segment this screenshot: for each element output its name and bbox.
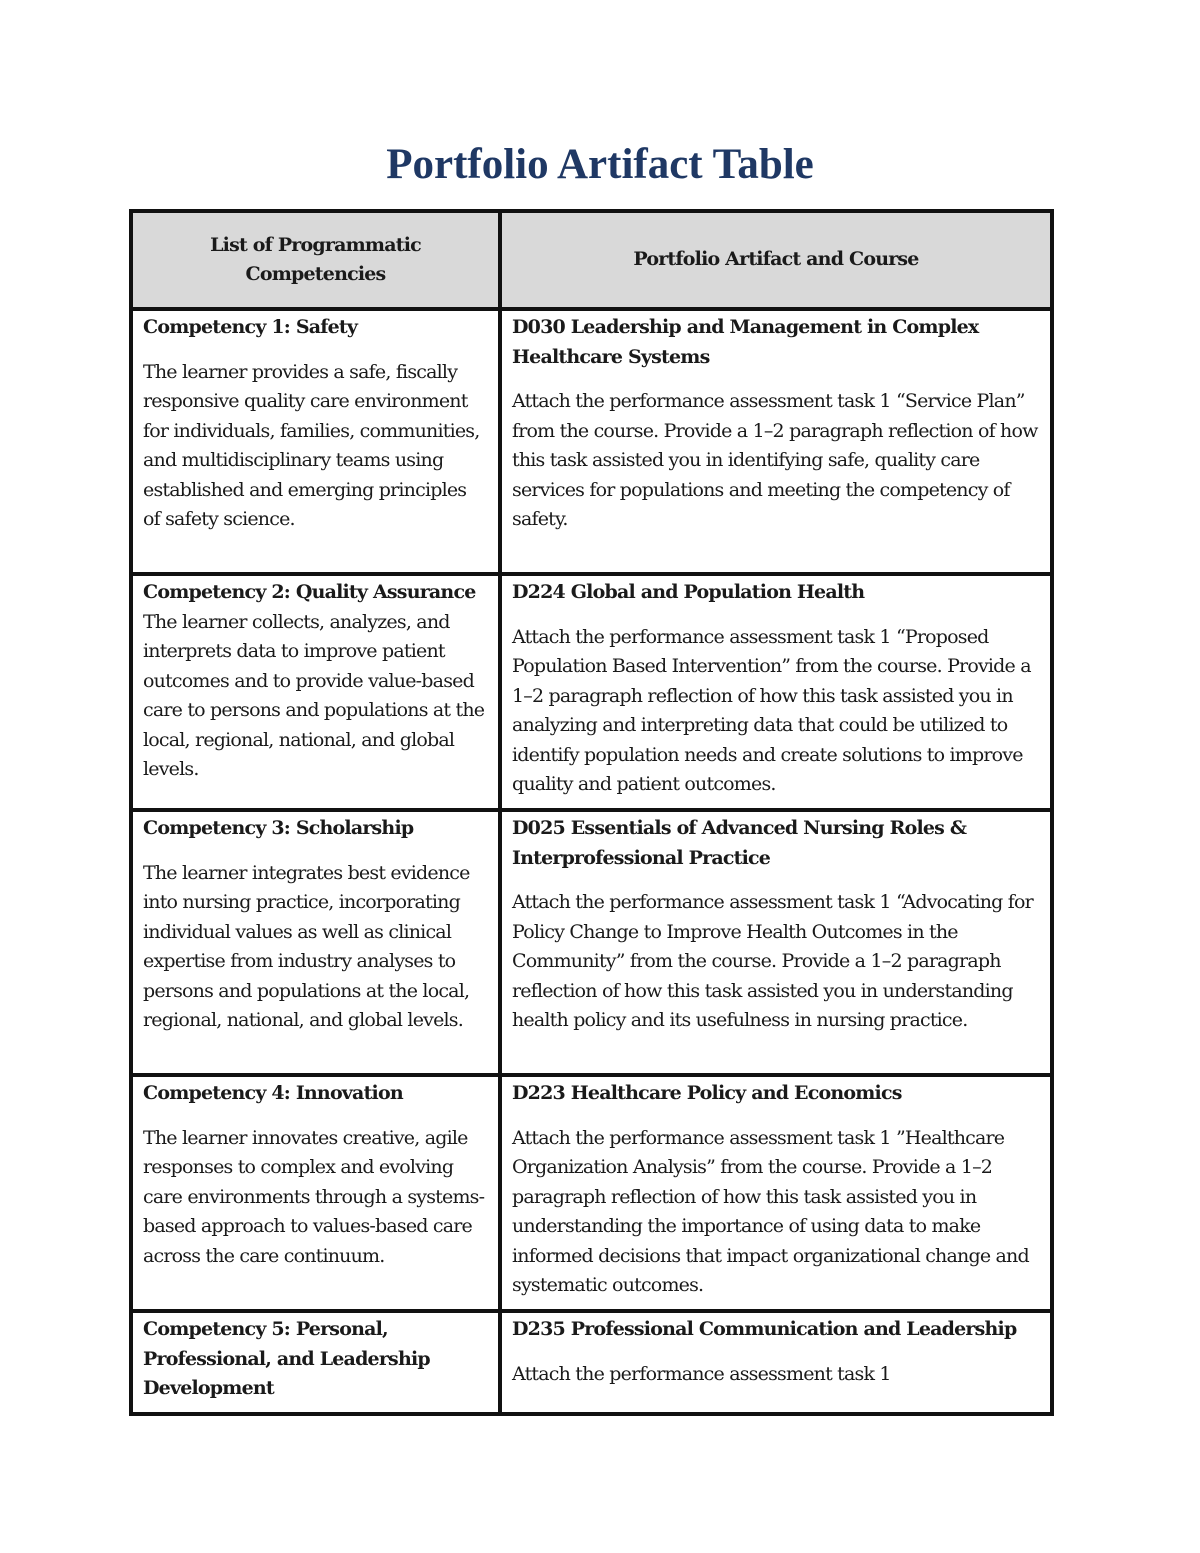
header-competencies: List of Programmatic Competencies bbox=[131, 211, 500, 309]
competency-cell bbox=[131, 309, 500, 574]
artifact-cell bbox=[500, 574, 1052, 810]
competency-cell bbox=[131, 1075, 500, 1311]
competency-text: The learner provides a safe, fiscally responsive quality care environment for individuals, families, communities, and multidisciplinary teams using established and emerging principles of safety science. bbox=[143, 360, 480, 530]
course-title: D030 Leadership and Management in Complex Healthcare Systems bbox=[512, 316, 979, 368]
table-header-row bbox=[131, 211, 1052, 309]
competency-text: The learner integrates best evidence into nursing practice, incorporating individual values as well as clinical expertise from industry analyses to persons and populations at the local, regional, national, and global levels. bbox=[143, 861, 470, 1031]
table-row bbox=[131, 574, 1052, 810]
course-title: D235 Professional Communication and Leadership bbox=[512, 1318, 1017, 1340]
table-row bbox=[131, 309, 1052, 574]
table-row bbox=[131, 1075, 1052, 1311]
artifact-cell bbox=[500, 810, 1052, 1075]
artifact-cell bbox=[500, 1075, 1052, 1311]
course-title: D224 Global and Population Health bbox=[512, 581, 865, 603]
course-text: Attach the performance assessment task 1 “Service Plan” from the course. Provide a 1–2 paragraph reflection of how this task assisted you in identifying safe, quality care services for populations and meeting the competency of safety. bbox=[512, 390, 1038, 530]
competency-title: Competency 4: Innovation bbox=[143, 1082, 403, 1104]
portfolio-artifact-table bbox=[129, 209, 1054, 1416]
competency-title: Competency 3: Scholarship bbox=[143, 817, 414, 839]
table-row bbox=[131, 1311, 1052, 1414]
course-title: D025 Essentials of Advanced Nursing Roles & Interprofessional Practice bbox=[512, 817, 967, 869]
header-artifact-course: Portfolio Artifact and Course bbox=[500, 211, 1052, 309]
competency-title: Competency 2: Quality Assurance bbox=[143, 581, 476, 603]
course-text: Attach the performance assessment task 1 “Proposed Population Based Intervention” from the course. Provide a 1–2 paragraph reflection of how this task assisted you in analyzing and interpreting data that could be utilized to identify population needs and create solutions to improve quality and patient outcomes. bbox=[512, 625, 1031, 795]
course-text: Attach the performance assessment task 1 bbox=[512, 1362, 891, 1385]
course-text: Attach the performance assessment task 1 ”Healthcare Organization Analysis” from the course. Provide a 1–2 paragraph reflection of how this task assisted you in understanding the importance of using data to make informed decisions that impact organizational change and systematic outcomes. bbox=[512, 1126, 1029, 1296]
artifact-cell bbox=[500, 1311, 1052, 1414]
competency-text: The learner innovates creative, agile responses to complex and evolving care environments through a systems-based approach to values-based care across the care continuum. bbox=[143, 1126, 485, 1267]
page-title: Portfolio Artifact Table bbox=[386, 141, 814, 188]
artifact-cell bbox=[500, 309, 1052, 574]
course-title: D223 Healthcare Policy and Economics bbox=[512, 1082, 902, 1104]
table-row bbox=[131, 810, 1052, 1075]
competency-cell bbox=[131, 574, 500, 810]
competency-title: Competency 1: Safety bbox=[143, 316, 358, 338]
competency-title: Competency 5: Personal, Professional, and Leadership Development bbox=[143, 1318, 430, 1399]
course-text: Attach the performance assessment task 1 “Advocating for Policy Change to Improve Health Outcomes in the Community” from the course. Provide a 1–2 paragraph reflection of how this task assisted you in understanding health policy and its usefulness in nursing practice. bbox=[512, 891, 1033, 1031]
competency-cell bbox=[131, 810, 500, 1075]
competency-cell bbox=[131, 1311, 500, 1414]
competency-text: The learner collects, analyzes, and interprets data to improve patient outcomes and to provide value-based care to persons and populations at the local, regional, national, and global levels. bbox=[143, 610, 485, 780]
